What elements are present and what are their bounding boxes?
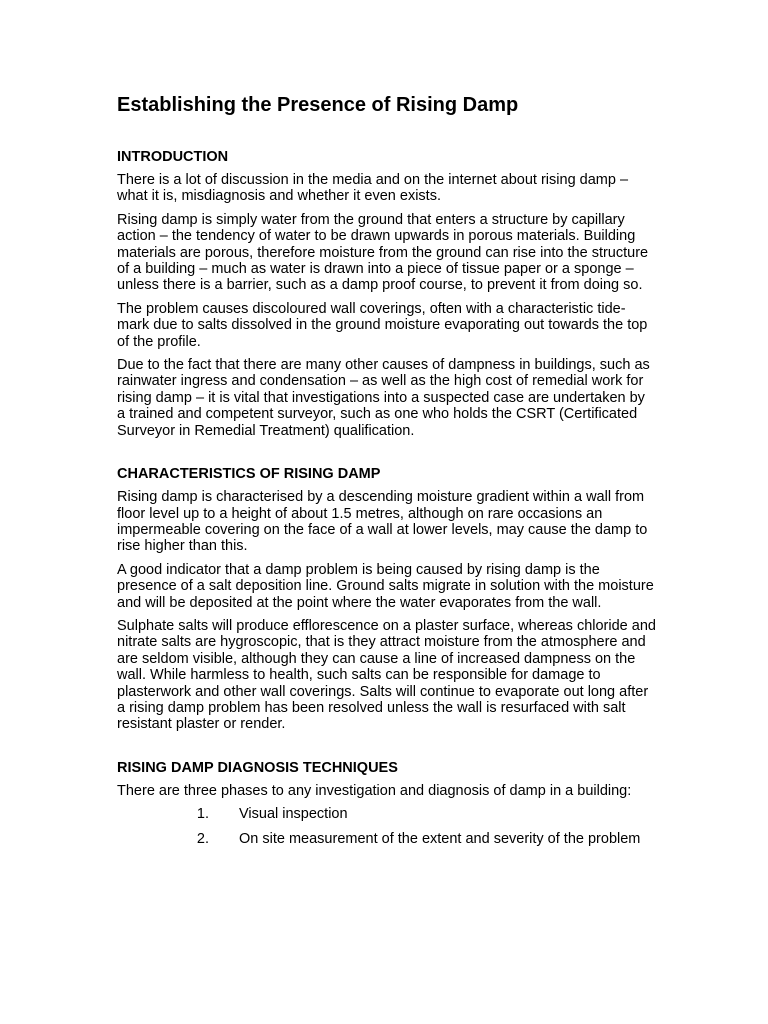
list-item-number: 2.: [196, 830, 209, 847]
document-page: [117, 93, 657, 855]
list-item-text: Visual inspection: [239, 806, 348, 823]
paragraph: There is a lot of discussion in the media and on the internet about rising damp – what it is, misdiagnosis and whether it even exists.: [117, 172, 629, 205]
section-heading: RISING DAMP DIAGNOSIS TECHNIQUES: [117, 759, 398, 776]
list-item-number: 1.: [196, 806, 209, 823]
paragraph: There are three phases to any investigation and diagnosis of damp in a building:: [117, 782, 632, 799]
paragraph: Rising damp is simply water from the ground that enters a structure by capillary action – the tendency of water to be drawn upwards in porous materials. Building materials are porous, therefore moisture from the ground can rise into the structure of a building – much as water is drawn into a piece of tissue paper or a sponge – unless there is a barrier, such as a damp proof course, to prevent it from doing so.: [117, 211, 649, 294]
list-item: [117, 831, 657, 847]
list-item-text: On site measurement of the extent and severity of the problem: [239, 830, 641, 847]
section-introduction: [117, 148, 657, 439]
section-heading: CHARACTERISTICS OF RISING DAMP: [117, 466, 381, 483]
paragraph: The problem causes discoloured wall coverings, often with a characteristic tide-mark due to salts dissolved in the ground moisture evaporating out towards the top of the profile.: [117, 300, 648, 350]
section-diagnosis-techniques: [117, 759, 657, 847]
numbered-list: [117, 806, 657, 847]
paragraph: Sulphate salts will produce efflorescence on a plaster surface, whereas chloride and nitrate salts are hygroscopic, that is they attract moisture from the atmosphere and are seldom visible, although they can cause a line of increased dampness on the wall. While harmless to health, such salts can be responsible for damage to plasterwork and other wall coverings. Salts will continue to evaporate out long after a rising damp problem has been resolved unless the wall is resurfaced with salt resistant plaster or render.: [117, 617, 656, 733]
paragraph: Rising damp is characterised by a descending moisture gradient within a wall from floor level up to a height of about 1.5 metres, although on rare occasions an impermeable covering on the face of a wall at lower levels, may cause the damp to rise higher than this.: [117, 489, 648, 555]
document-title: Establishing the Presence of Rising Damp: [117, 94, 519, 116]
paragraph: A good indicator that a damp problem is being caused by rising damp is the presence of a salt deposition line. Ground salts migrate in solution with the moisture and will be deposited at the point where the water evaporates from the wall.: [117, 561, 654, 611]
section-heading: INTRODUCTION: [117, 149, 229, 165]
paragraph: Due to the fact that there are many other causes of dampness in buildings, such as rainwater ingress and condensation – as well as the high cost of remedial work for rising damp – it is vital that investigations into a suspected case are undertaken by a trained and competent surveyor, such as one who holds the CSRT (Certificated Surveyor in Remedial Treatment) qualification.: [117, 357, 650, 439]
section-characteristics: [117, 465, 657, 733]
list-item: [117, 806, 657, 822]
